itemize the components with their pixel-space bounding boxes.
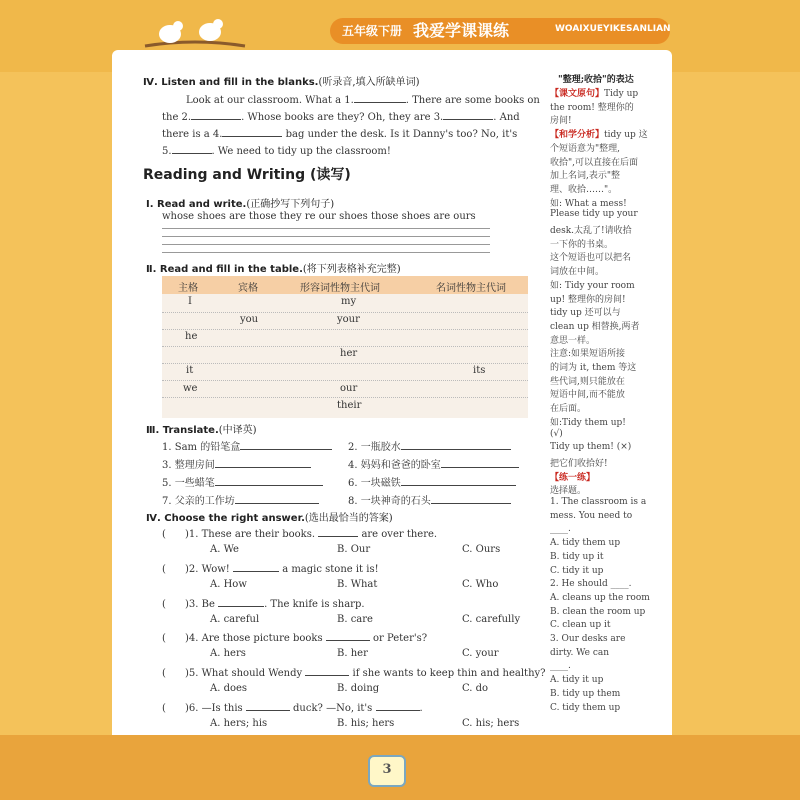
listen-heading: Ⅳ. Listen and fill in the blanks.(听录音,填入所缺单词) (143, 77, 420, 88)
sidebar-line: B. tidy up them (550, 688, 621, 699)
birds-illustration (140, 8, 250, 54)
s4-heading: Ⅳ. Choose the right answer.(选出最恰当的答案) (146, 513, 393, 524)
sidebar-line: 3. Our desks are (550, 634, 626, 644)
table-cell: their (337, 400, 362, 411)
sidebar-line: ____. (550, 661, 571, 672)
sidebar-line: C. tidy it up (550, 565, 604, 576)
option-c[interactable]: C. do (462, 683, 489, 694)
sidebar-line: B. clean the room up (550, 606, 646, 617)
table-col-header: 宾格 (238, 283, 258, 294)
sidebar-line: 注意:如果短语所接 (550, 349, 626, 360)
sidebar-line: B. tidy up it (550, 551, 604, 562)
sidebar-line: Please tidy up your (550, 209, 638, 220)
table-rule (162, 312, 528, 313)
sidebar-line: 如: What a mess! (550, 198, 627, 209)
sidebar-line: 的词为 it, them 等这 (550, 363, 637, 373)
option-c[interactable]: C. his; hers (462, 718, 520, 729)
table-rule (162, 329, 528, 330)
listen-line-2: the 2. . Whose books are they? Oh, they are 3. . And (162, 112, 520, 123)
option-b[interactable]: B. Our (337, 544, 371, 555)
option-b[interactable]: B. his; hers (337, 718, 395, 729)
sidebar-line: 加上名词,表示"整 (550, 171, 621, 182)
table-rule (162, 380, 528, 381)
sidebar-line: desk.太乱了!请收拾 (550, 226, 632, 236)
sidebar-line: 房间! (550, 116, 572, 127)
sidebar-line: 选择题。 (550, 486, 587, 497)
sidebar-line: (√) (550, 428, 563, 439)
sidebar-line: up! 整理你的房间! (550, 294, 626, 305)
sidebar-line: 些代词,则只能放在 (550, 376, 625, 387)
write-line (162, 252, 490, 253)
table-rule (162, 363, 528, 364)
sidebar-line: mess. You need to (550, 510, 633, 521)
s1-sentence: whose shoes are those they re our shoes those shoes are ours (162, 211, 476, 222)
option-a[interactable]: A. We (210, 544, 239, 555)
sidebar-line: clean up 相替换,两者 (550, 321, 640, 332)
table-col-header: 主格 (178, 283, 198, 294)
sidebar-line: 1. The classroom is a (550, 497, 647, 507)
question-4: ( )4. Are those picture books or Peter's? (162, 633, 428, 644)
sidebar-line: dirty. We can (550, 647, 610, 658)
question-1: ( )1. These are their books. are over there. (162, 529, 438, 540)
sidebar-line: 【和学分析】tidy up 这 (550, 130, 648, 141)
table-cell: its (473, 365, 486, 376)
table-col-header: 形容词性物主代词 (300, 283, 380, 294)
option-a[interactable]: A. does (210, 683, 248, 694)
sidebar-line: A. cleans up the room (550, 592, 650, 603)
option-c[interactable]: C. Who (462, 579, 499, 590)
listen-line-4: 5. . We need to tidy up the classroom! (162, 146, 391, 157)
option-b[interactable]: B. her (337, 648, 368, 659)
translate-item: 8. 一块神奇的石头 (348, 492, 511, 507)
sidebar-line: 把它们收拾好! (550, 458, 608, 469)
question-2: ( )2. Wow! a magic stone it is! (162, 564, 379, 575)
sidebar-line: 个短语意为"整理, (550, 143, 621, 154)
translate-item: 2. 一瓶胶水 (348, 438, 511, 453)
sidebar-line: 在后面。 (550, 404, 587, 415)
sidebar-line: 如:Tidy them up! (550, 417, 626, 428)
sidebar-line: 【练一练】 (550, 472, 596, 483)
sidebar-line: the room! 整理你的 (550, 102, 634, 113)
s2-heading: Ⅱ. Read and fill in the table.(将下列表格补充完整) (146, 264, 401, 275)
sidebar-line: 意思一样。 (550, 335, 596, 346)
sidebar-line: 一下你的书桌。 (550, 239, 614, 250)
sidebar-line: 【课文原句】Tidy up (550, 89, 639, 99)
sidebar-title: "整理;收拾"的表达 (558, 75, 634, 85)
s3-heading: Ⅲ. Translate.(中译英) (146, 425, 257, 436)
header-title: 我爱学课课练 (413, 21, 510, 40)
header-grade: 五年级下册 (342, 24, 403, 38)
sidebar-line: 短语中间,而不能放 (550, 390, 625, 401)
translate-item: 5. 一些蜡笔 (162, 474, 323, 489)
translate-item: 6. 一块磁铁 (348, 474, 516, 489)
sidebar-line: 如: Tidy your room (550, 280, 635, 291)
reading-writing-title: Reading and Writing (读写) (143, 167, 351, 183)
translate-item: 1. Sam 的铅笔盒 (162, 438, 332, 453)
write-line (162, 228, 490, 229)
table-cell: it (186, 365, 194, 376)
s1-heading: Ⅰ. Read and write.(正确抄写下列句子) (146, 199, 335, 210)
option-b[interactable]: B. care (337, 614, 373, 625)
table-rule (162, 397, 528, 398)
table-cell: her (340, 348, 358, 359)
sidebar-line: 2. He should ____. (550, 579, 632, 590)
option-c[interactable]: C. carefully (462, 614, 521, 625)
table-rule (162, 346, 528, 347)
header-pinyin: WOAIXUEYIKESANLIAN (555, 24, 671, 34)
listen-line-1: Look at our classroom. What a 1. . There are some books on (186, 95, 540, 106)
sidebar-line: C. tidy them up (550, 702, 621, 713)
translate-item: 4. 妈妈和爸爸的卧室 (348, 456, 519, 471)
sidebar-line: 词放在中间。 (550, 267, 605, 278)
option-a[interactable]: A. hers; his (210, 718, 268, 729)
option-a[interactable]: A. How (210, 579, 247, 590)
option-c[interactable]: C. Ours (462, 544, 501, 555)
sidebar-line: 收拾",可以直接在后面 (550, 157, 639, 168)
table-cell: you (240, 314, 259, 325)
translate-item: 3. 整理房间 (162, 456, 311, 471)
translate-item: 7. 父亲的工作坊 (162, 492, 319, 507)
sidebar-line: A. tidy them up (550, 538, 621, 549)
write-line (162, 236, 490, 237)
option-b[interactable]: B. What (337, 579, 378, 590)
sidebar-line: C. clean up it (550, 620, 611, 631)
question-6: ( )6. —Is this duck? —No, it's . (162, 703, 423, 714)
option-c[interactable]: C. your (462, 648, 499, 659)
table-cell: your (337, 314, 360, 325)
table-cell: he (185, 331, 198, 342)
table-cell: my (341, 296, 357, 307)
table-cell: our (340, 383, 358, 394)
sidebar-line: A. tidy it up (550, 675, 604, 686)
sidebar-line: tidy up 还可以与 (550, 308, 621, 319)
listen-line-3: there is a 4. bag under the desk. Is it Danny's too? No, it's (162, 129, 518, 140)
option-b[interactable]: B. doing (337, 683, 380, 694)
option-a[interactable]: A. careful (210, 614, 260, 625)
write-line (162, 244, 490, 245)
option-a[interactable]: A. hers (210, 648, 246, 659)
table-col-header: 名词性物主代词 (436, 283, 506, 294)
sidebar-line: ____. (550, 524, 571, 535)
sidebar-line: Tidy up them! (×) (550, 442, 632, 453)
sidebar-line: 理、收拾……"。 (550, 184, 618, 195)
sidebar-line: 这个短语也可以把名 (550, 253, 632, 264)
question-3: ( )3. Be . The knife is sharp. (162, 599, 365, 610)
question-5: ( )5. What should Wendy if she wants to keep thin and healthy? (162, 668, 546, 679)
page-number: 3 (368, 755, 406, 787)
table-cell: I (188, 296, 192, 307)
table-cell: we (183, 383, 198, 394)
